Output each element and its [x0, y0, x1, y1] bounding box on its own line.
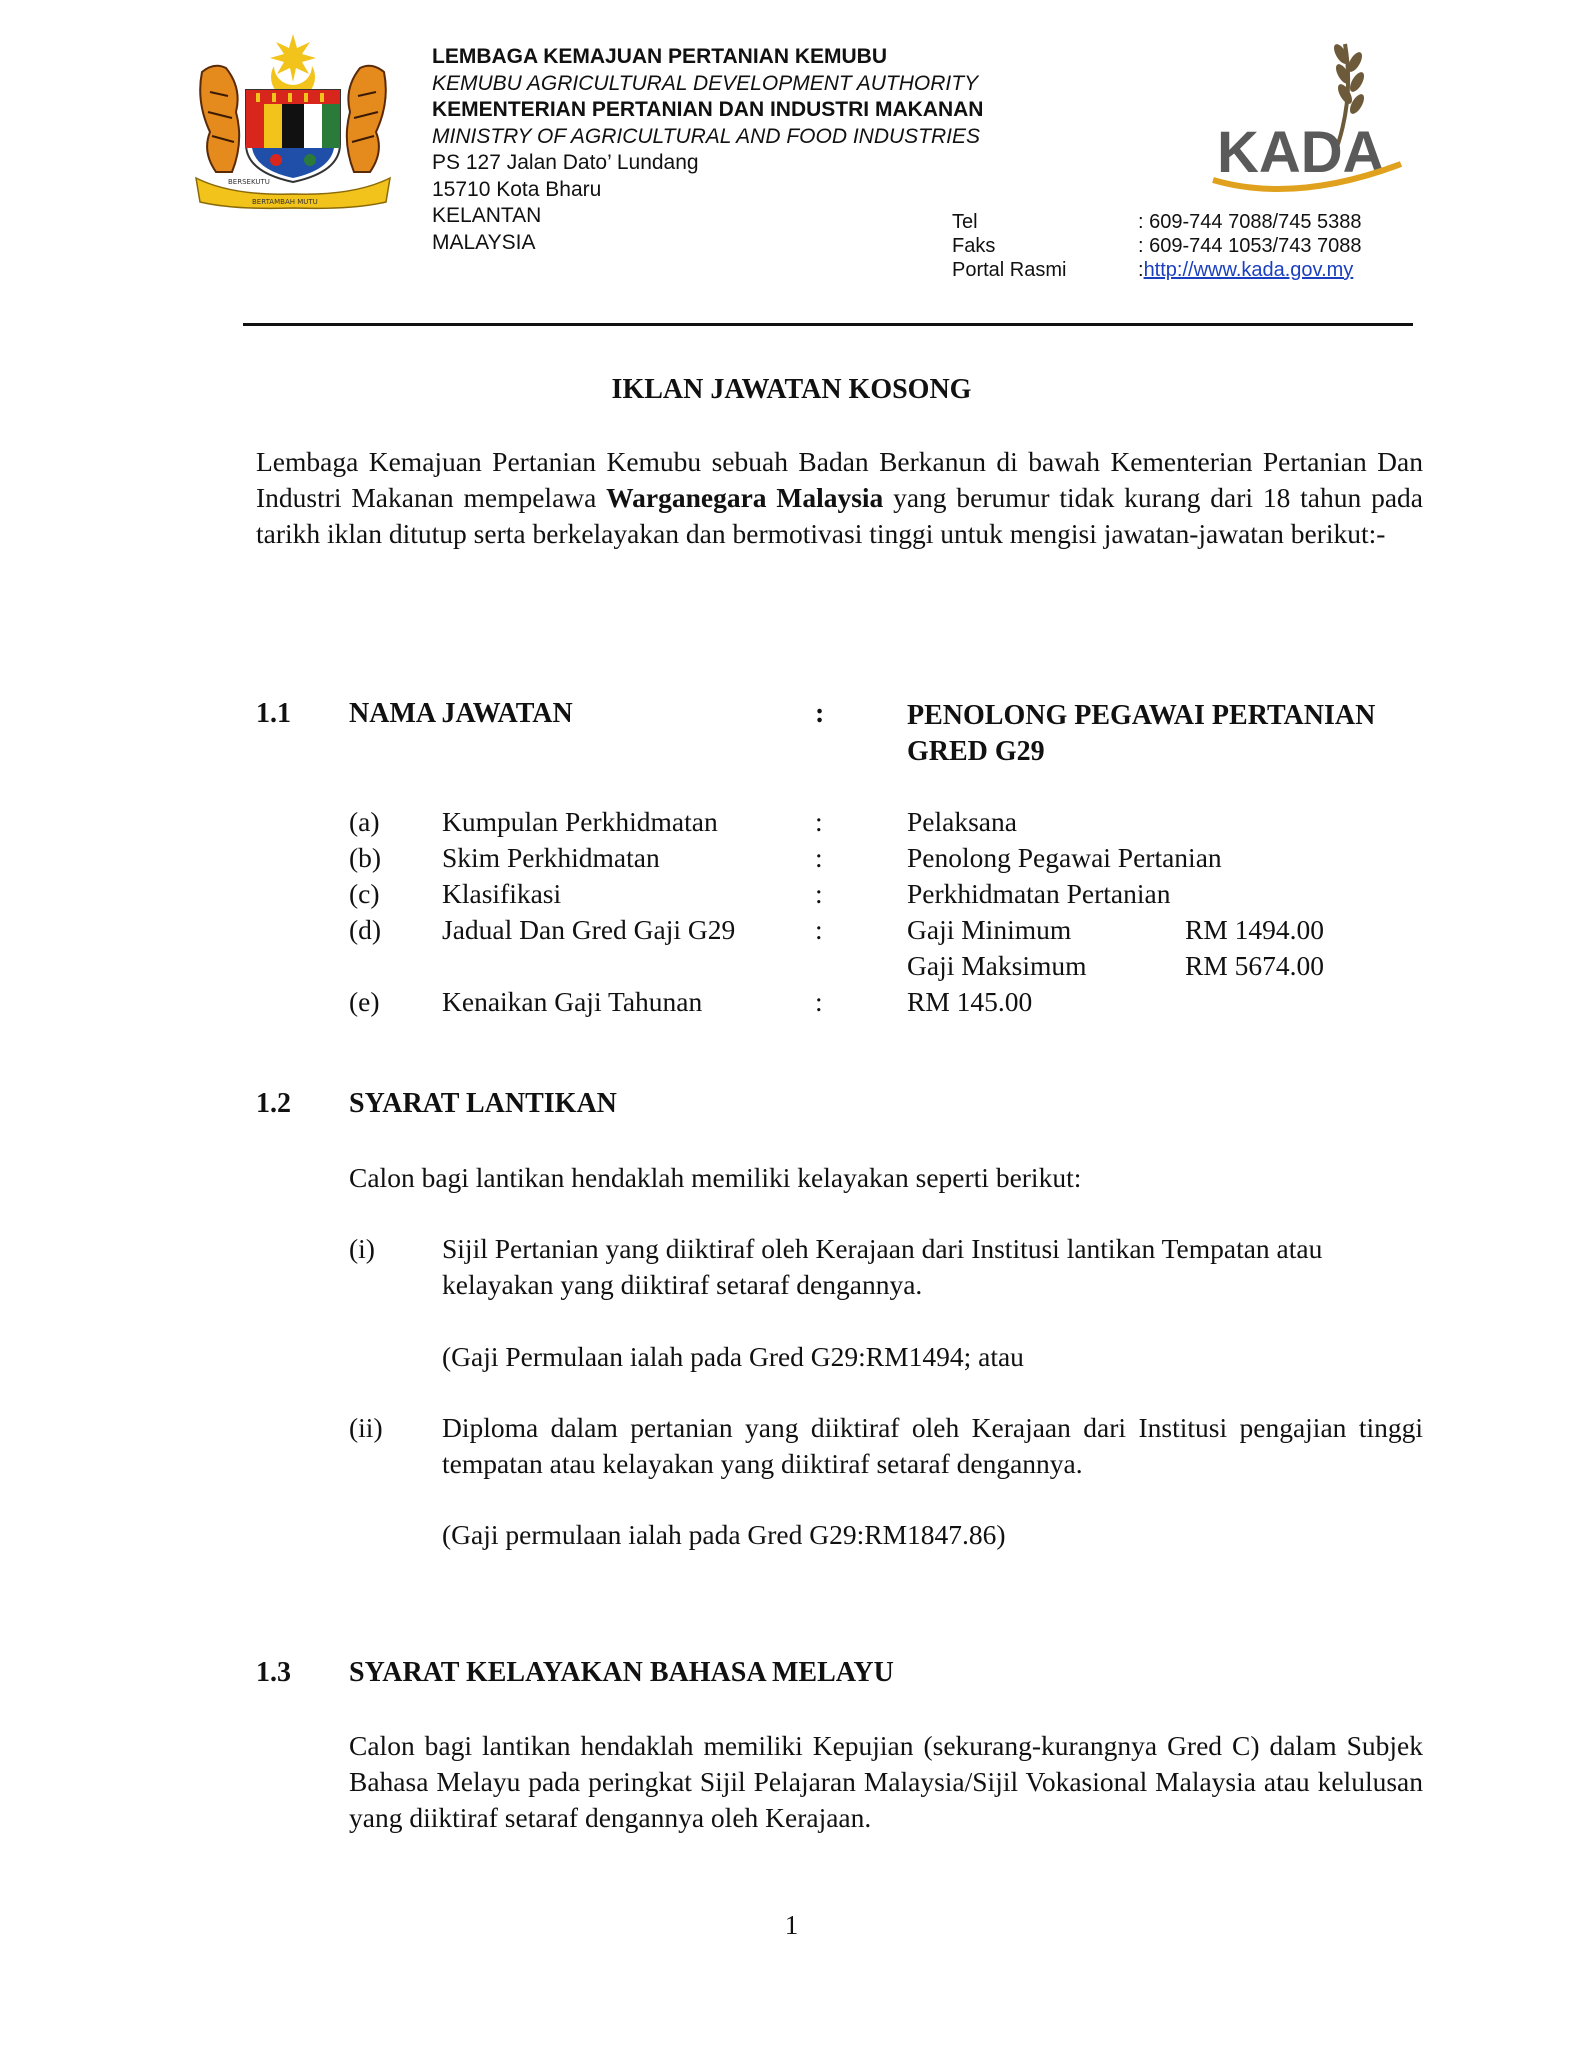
item-colon: : [815, 842, 823, 873]
crest-motto-left: BERSEKUTU [228, 178, 270, 186]
ministry-name-ms: KEMENTERIAN PERTANIAN DAN INDUSTRI MAKANAN [432, 98, 984, 121]
org-name-en: KEMUBU AGRICULTURAL DEVELOPMENT AUTHORITY [432, 71, 979, 95]
tel-label: Tel [952, 211, 978, 233]
item-letter: (c) [349, 878, 380, 909]
section-lead: Calon bagi lantikan hendaklah memiliki kelayakan seperti berikut: [349, 1162, 1082, 1193]
qualification-i-salary-note: (Gaji Permulaan ialah pada Gred G29:RM1494; atau [442, 1341, 1024, 1372]
item-number: (i) [349, 1233, 375, 1264]
item-label: Klasifikasi [442, 878, 562, 909]
section-number: 1.2 [256, 1088, 291, 1119]
job-title [907, 698, 1375, 770]
portal-label: Portal Rasmi [952, 259, 1067, 281]
page-number: 1 [784, 1910, 799, 1940]
qualification-ii-salary-note: (Gaji permulaan ialah pada Gred G29:RM1847.86) [442, 1519, 1006, 1550]
item-value: Pelaksana [907, 806, 1017, 837]
fax-label: Faks [952, 235, 996, 257]
portal-colon: : [1138, 259, 1144, 281]
item-colon: : [815, 806, 823, 837]
item-label: Jadual Dan Gred Gaji G29 [442, 914, 736, 945]
address-line-2: 15710 Kota Bharu [432, 177, 602, 201]
item-letter: (d) [349, 914, 382, 945]
page-title: IKLAN JAWATAN KOSONG [611, 374, 972, 405]
section-title: SYARAT LANTIKAN [349, 1088, 617, 1119]
item-letter: (a) [349, 806, 380, 837]
contact-info [952, 210, 1362, 282]
item-label: Kenaikan Gaji Tahunan [442, 986, 703, 1017]
item-label: Skim Perkhidmatan [442, 842, 660, 873]
contact-portal-row [952, 258, 1362, 282]
job-title-line-1: PENOLONG PEGAWAI PERTANIAN [907, 700, 1376, 731]
section-number: 1.1 [256, 698, 291, 729]
item-colon: : [815, 986, 823, 1017]
section-label: NAMA JAWATAN [349, 698, 573, 729]
malaysia-coat-of-arms-icon [192, 32, 394, 210]
contact-tel-row [952, 210, 1362, 234]
section-text: Calon bagi lantikan hendaklah memiliki Kepujian (sekurang-kurangnya Gred C) dalam Subjek Bahasa Melayu pada peringkat Sijil Pelajaran Malaysia/Sijil Vokasional Malaysia atau kelulusan yang diiktiraf setaraf dengannya oleh Kerajaan. [349, 1730, 1423, 1833]
item-label: Kumpulan Perkhidmatan [442, 806, 718, 837]
item-value: Penolong Pegawai Pertanian [907, 842, 1222, 873]
item-value: Perkhidmatan Pertanian [907, 878, 1171, 909]
section-number: 1.3 [256, 1657, 291, 1688]
intro-text-2: yang berumur tidak kurang dari 18 tahun pada tarikh iklan ditutup serta berkelayakan dan bermotivasi tinggi untuk mengisi jawatan-jawatan berikut:- [256, 482, 1423, 549]
intro-paragraph [256, 444, 1423, 552]
ministry-name-en: MINISTRY OF AGRICULTURAL AND FOOD INDUSTRIES [432, 124, 981, 148]
header-divider [243, 323, 1413, 326]
salary-min-amount: RM 1494.00 [1185, 914, 1325, 945]
item-colon: : [815, 914, 823, 945]
qualification-ii: Diploma dalam pertanian yang diiktiraf oleh Kerajaan dari Institusi pengajian tinggi tempatan atau kelayakan yang diiktiraf setaraf dengannya. [442, 1412, 1423, 1479]
organization-address [432, 44, 983, 256]
tel-value: : 609-744 7088/745 5388 [1138, 211, 1362, 233]
kada-logo-text: KADA [1217, 120, 1385, 185]
intro-text-1: Lembaga Kemajuan Pertanian Kemubu sebuah Badan Berkanun di bawah Kementerian Pertanian Dan Industri Makanan mempelawa [256, 446, 1423, 513]
kada-logo [1205, 32, 1405, 207]
item-value: RM 145.00 [907, 986, 1033, 1017]
salary-max-amount: RM 5674.00 [1185, 950, 1325, 981]
item-colon: : [815, 878, 823, 909]
org-name-ms: LEMBAGA KEMAJUAN PERTANIAN KEMUBU [432, 45, 887, 68]
section-title: SYARAT KELAYAKAN BAHASA MELAYU [349, 1657, 894, 1688]
fax-value: : 609-744 1053/743 7088 [1138, 235, 1362, 257]
item-number: (ii) [349, 1412, 383, 1443]
address-line-1: PS 127 Jalan Dato’ Lundang [432, 151, 699, 174]
salary-max-label: Gaji Maksimum [907, 950, 1087, 981]
section-colon: : [815, 698, 825, 729]
job-title-line-2: GRED G29 [907, 736, 1045, 767]
address-line-3: KELANTAN [432, 204, 542, 227]
address-line-4: MALAYSIA [432, 230, 536, 254]
qualification-i: Sijil Pertanian yang diiktiraf oleh Kerajaan dari Institusi lantikan Tempatan atau kelayakan yang diiktiraf setaraf dengannya. [442, 1233, 1323, 1300]
contact-fax-row [952, 234, 1362, 258]
item-letter: (b) [349, 842, 382, 873]
crest-motto-right: BERTAMBAH MUTU [252, 198, 318, 206]
intro-bold: Warganegara Malaysia [606, 482, 884, 513]
salary-min-label: Gaji Minimum [907, 914, 1072, 945]
item-letter: (e) [349, 986, 380, 1017]
portal-link[interactable]: http://www.kada.gov.my [1143, 259, 1354, 281]
